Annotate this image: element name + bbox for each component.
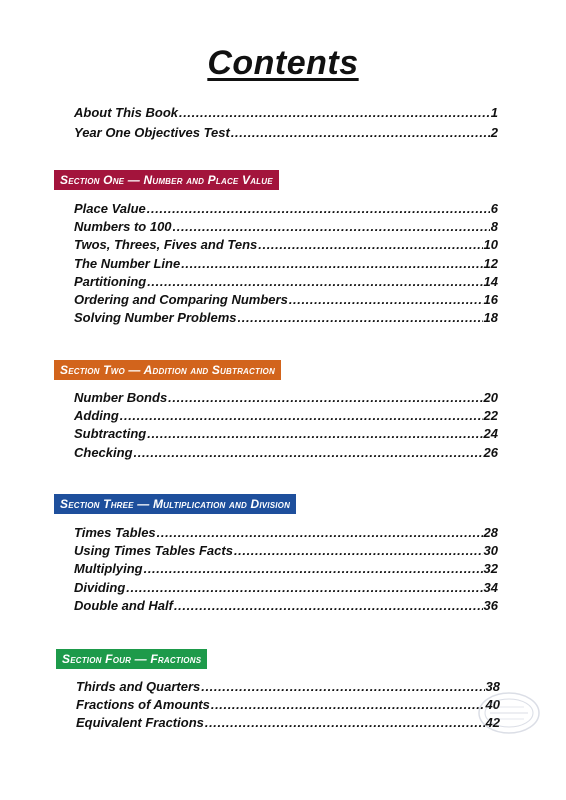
section-two-header: Section Two — Addition and Subtraction	[54, 360, 281, 380]
toc-entry-label: Numbers to 100	[74, 219, 172, 235]
toc-entry[interactable]	[74, 200, 498, 218]
toc-entry-label: The Number Line	[74, 255, 181, 271]
toc-entry-label: Twos, Threes, Fives and Tens	[74, 237, 258, 253]
toc-entry[interactable]	[74, 218, 498, 236]
toc-entry-page: 22	[483, 408, 498, 424]
leader-dots	[157, 524, 483, 542]
toc-entry-label: Checking	[74, 444, 133, 460]
toc-entry-page: 18	[483, 310, 498, 326]
toc-entry[interactable]	[74, 103, 498, 123]
section-three-list	[74, 524, 498, 615]
leader-dots	[289, 291, 483, 309]
toc-entry-label: Place Value	[74, 201, 146, 216]
toc-entry-page: 2	[490, 125, 498, 140]
toc-entry-page: 26	[483, 444, 498, 460]
intro-list	[74, 103, 498, 143]
toc-entry-page: 38	[485, 679, 500, 694]
toc-entry-page: 24	[483, 426, 498, 442]
section-two-list	[74, 389, 498, 462]
toc-entry[interactable]	[74, 425, 498, 443]
toc-entry-label: Partitioning	[74, 273, 147, 289]
leader-dots	[201, 678, 484, 696]
toc-entry[interactable]	[74, 291, 498, 309]
toc-entry-label: Times Tables	[74, 525, 156, 540]
leader-dots	[147, 425, 482, 443]
leader-dots	[120, 407, 483, 425]
toc-entry[interactable]	[74, 579, 498, 597]
toc-entry-page: 10	[483, 237, 498, 253]
toc-entry-page: 32	[483, 561, 498, 577]
toc-entry-page: 40	[485, 697, 500, 713]
section-one-header: Section One — Number and Place Value	[54, 170, 279, 190]
toc-entry[interactable]	[74, 255, 498, 273]
toc-entry-label: Subtracting	[74, 426, 147, 442]
leader-dots	[126, 579, 482, 597]
toc-entry[interactable]	[76, 696, 500, 714]
toc-entry-page: 14	[483, 273, 498, 289]
toc-entry-page: 36	[483, 597, 498, 613]
toc-entry-page: 34	[483, 579, 498, 595]
toc-entry-page: 1	[490, 105, 498, 120]
toc-entry-label: Dividing	[74, 579, 126, 595]
toc-entry-page: 16	[483, 291, 498, 307]
section-four-list	[76, 678, 500, 733]
toc-entry-label: Multiplying	[74, 561, 143, 577]
toc-entry-page: 6	[490, 201, 498, 216]
leader-dots	[211, 696, 485, 714]
section-one-list	[74, 200, 498, 327]
toc-entry-label: Thirds and Quarters	[76, 679, 201, 694]
leader-dots	[174, 597, 483, 615]
toc-entry-label: About This Book	[74, 105, 178, 120]
leader-dots	[147, 200, 490, 218]
toc-entry[interactable]	[76, 714, 500, 732]
toc-entry-label: Solving Number Problems	[74, 310, 237, 326]
leader-dots	[144, 560, 483, 578]
leader-dots	[147, 273, 482, 291]
toc-entry[interactable]	[74, 123, 498, 143]
toc-entry-label: Ordering and Comparing Numbers	[74, 291, 288, 307]
leader-dots	[231, 123, 490, 143]
leader-dots	[234, 542, 483, 560]
toc-entry-page: 30	[483, 543, 498, 559]
toc-entry[interactable]	[74, 524, 498, 542]
toc-entry-label: Adding	[74, 408, 119, 424]
leader-dots	[205, 714, 485, 732]
toc-entry-page: 12	[483, 255, 498, 271]
toc-entry-label: Using Times Tables Facts	[74, 543, 233, 559]
toc-entry[interactable]	[74, 597, 498, 615]
leader-dots	[173, 218, 490, 236]
toc-entry-label: Number Bonds	[74, 390, 168, 405]
leader-dots	[168, 389, 482, 407]
toc-entry-page: 42	[485, 715, 500, 731]
toc-entry[interactable]	[74, 444, 498, 462]
toc-entry-page: 28	[483, 525, 498, 540]
leader-dots	[238, 309, 483, 327]
toc-entry[interactable]	[74, 560, 498, 578]
leader-dots	[134, 444, 483, 462]
section-three-header: Section Three — Multiplication and Division	[54, 494, 296, 514]
page-title: Contents	[207, 44, 359, 82]
leader-dots	[181, 255, 482, 273]
toc-entry-page: 8	[490, 219, 498, 235]
toc-entry-page: 20	[483, 390, 498, 405]
toc-entry-label: Year One Objectives Test	[74, 125, 230, 140]
watermark-stamp-icon	[476, 688, 542, 738]
toc-entry[interactable]	[76, 678, 500, 696]
section-four-header: Section Four — Fractions	[56, 649, 207, 669]
toc-entry-label: Double and Half	[74, 597, 173, 613]
leader-dots	[179, 103, 490, 123]
leader-dots	[258, 236, 482, 254]
toc-entry[interactable]	[74, 542, 498, 560]
toc-entry-label: Fractions of Amounts	[76, 697, 210, 713]
toc-entry[interactable]	[74, 309, 498, 327]
toc-entry[interactable]	[74, 273, 498, 291]
toc-entry[interactable]	[74, 236, 498, 254]
toc-entry[interactable]	[74, 407, 498, 425]
toc-entry[interactable]	[74, 389, 498, 407]
toc-entry-label: Equivalent Fractions	[76, 715, 204, 731]
